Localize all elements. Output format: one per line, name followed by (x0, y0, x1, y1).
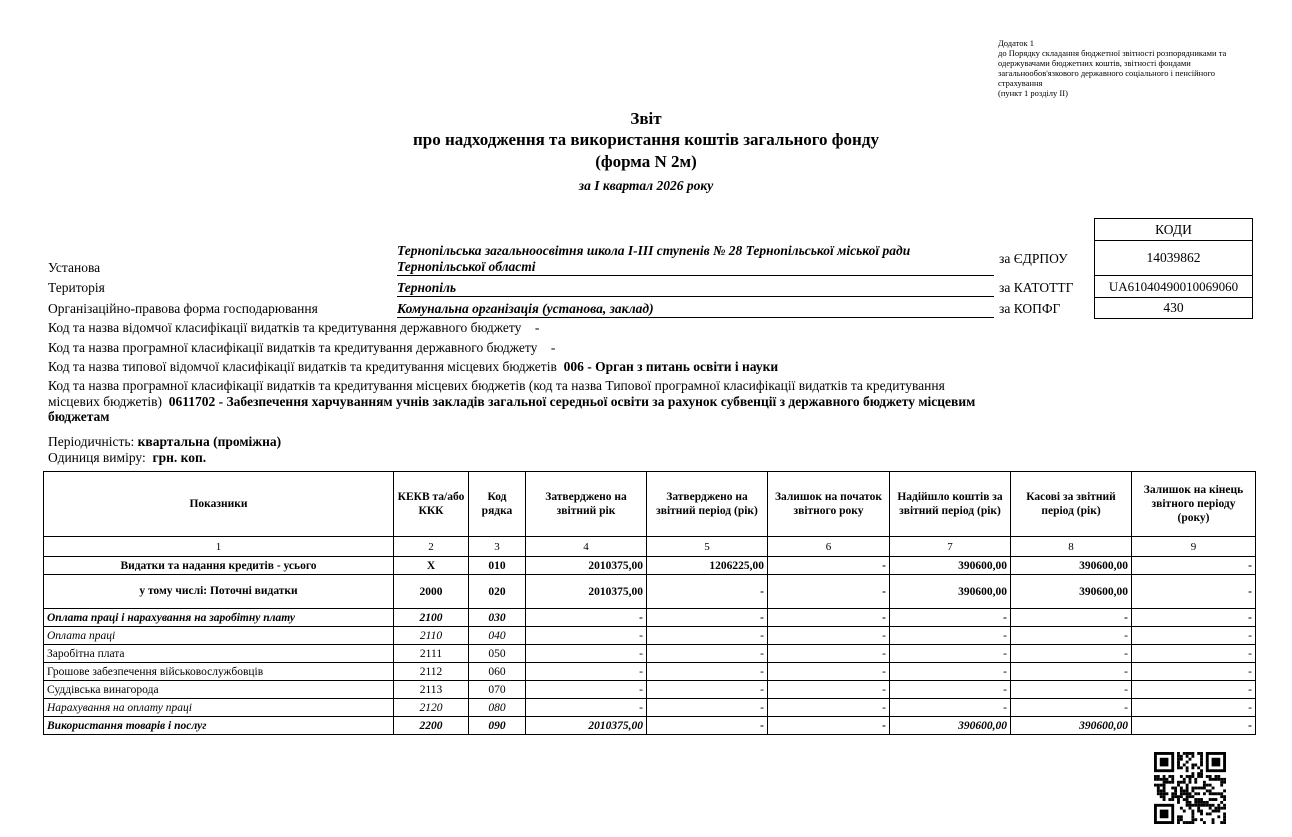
cell-c9: - (1132, 699, 1256, 717)
cell-c8: 390600,00 (1011, 575, 1132, 609)
header-cell: Касові за звітний період (рік) (1011, 472, 1132, 537)
row-name-cell: Суддівська винагорода (44, 681, 394, 699)
cell-c8: 390600,00 (1011, 557, 1132, 575)
prog-local-value: 0611702 - Забезпечення харчуванням учнів закладів загальної середньої освіти за рахунок субвенції з державного бюджету місцевим бюджетам (48, 393, 976, 424)
cell-c9: - (1132, 627, 1256, 645)
table-row (44, 557, 1256, 575)
dept-state-row (48, 320, 539, 336)
kopfg-code: 430 (1094, 297, 1253, 319)
cell-c9: - (1132, 717, 1256, 735)
territory-value: Тернопіль (397, 279, 994, 297)
dept-state-value: - (534, 320, 540, 335)
report-table (43, 471, 1256, 735)
cell-code: 060 (469, 663, 526, 681)
cell-c5: 1206225,00 (647, 557, 768, 575)
table-number-row (44, 537, 1256, 557)
report-form: (форма N 2м) (595, 152, 697, 171)
unit-value: грн. коп. (152, 450, 207, 465)
cell-c8: - (1011, 627, 1132, 645)
prog-local-row (48, 378, 998, 425)
cell-c6: - (768, 557, 890, 575)
cell-c4: - (526, 645, 647, 663)
cell-kekv: 2000 (394, 575, 469, 609)
number-cell: 4 (526, 537, 647, 557)
row-name-cell: Видатки та надання кредитів - усього (44, 557, 394, 575)
header-cell: Залишок на кінець звітного періоду (року) (1132, 472, 1256, 537)
cell-kekv: 2110 (394, 627, 469, 645)
cell-code: 070 (469, 681, 526, 699)
typical-dept-row (48, 359, 778, 375)
header-cell: Код рядка (469, 472, 526, 537)
cell-c8: - (1011, 663, 1132, 681)
cell-c4: 2010375,00 (526, 717, 647, 735)
number-cell: 8 (1011, 537, 1132, 557)
cell-code: 090 (469, 717, 526, 735)
cell-c6: - (768, 609, 890, 627)
header-cell: Показники (44, 472, 394, 537)
cell-code: 040 (469, 627, 526, 645)
katottg-label: за КАТОТТГ (999, 280, 1074, 295)
edrpou-label: за ЄДРПОУ (999, 251, 1068, 266)
table-row (44, 699, 1256, 717)
row-name-cell: Заробітна плата (44, 645, 394, 663)
cell-c7: - (890, 663, 1011, 681)
cell-c6: - (768, 663, 890, 681)
table-body (44, 557, 1256, 735)
cell-c9: - (1132, 557, 1256, 575)
dept-state-label: Код та назва відомчої класифікації видатків та кредитування державного бюджету (48, 320, 522, 335)
cell-c5: - (647, 627, 768, 645)
cell-c7: - (890, 699, 1011, 717)
cell-kekv: 2200 (394, 717, 469, 735)
number-cell: 1 (44, 537, 394, 557)
cell-c4: - (526, 609, 647, 627)
cell-c9: - (1132, 609, 1256, 627)
number-cell: 7 (890, 537, 1011, 557)
prog-state-label: Код та назва програмної класифікації видатків та кредитування державного бюджету (48, 340, 538, 355)
header-cell: Затверджено на звітний рік (526, 472, 647, 537)
number-cell: 3 (469, 537, 526, 557)
number-cell: 6 (768, 537, 890, 557)
header-cell: КЕКВ та/або ККК (394, 472, 469, 537)
table-header-row (44, 472, 1256, 537)
edrpou-code: 14039862 (1094, 240, 1253, 276)
cell-code: 050 (469, 645, 526, 663)
cell-c5: - (647, 681, 768, 699)
cell-c6: - (768, 627, 890, 645)
row-name-cell: Оплата праці (44, 627, 394, 645)
prog-state-value: - (550, 340, 556, 355)
cell-code: 030 (469, 609, 526, 627)
row-name-cell: Нарахування на оплату праці (44, 699, 394, 717)
table-row (44, 645, 1256, 663)
table-row (44, 663, 1256, 681)
territory-label: Територія (48, 280, 105, 295)
cell-c8: - (1011, 609, 1132, 627)
cell-c9: - (1132, 575, 1256, 609)
cell-code: 020 (469, 575, 526, 609)
cell-c5: - (647, 645, 768, 663)
cell-c7: 390600,00 (890, 717, 1011, 735)
codes-header: КОДИ (1094, 218, 1253, 241)
row-name-cell: Грошове забезпечення військовослужбовців (44, 663, 394, 681)
cell-c6: - (768, 575, 890, 609)
cell-c6: - (768, 717, 890, 735)
number-cell: 2 (394, 537, 469, 557)
cell-c7: - (890, 681, 1011, 699)
cell-c8: - (1011, 699, 1132, 717)
number-cell: 9 (1132, 537, 1256, 557)
table-row (44, 575, 1256, 609)
row-name-cell: у тому числі: Поточні видатки (44, 575, 394, 609)
kopfg-label: за КОПФГ (999, 301, 1061, 316)
report-title: Звіт (630, 109, 662, 128)
typical-dept-value: 006 - Орган з питань освіти і науки (563, 359, 779, 374)
katottg-code: UA61040490010069060 (1094, 275, 1253, 298)
table-row (44, 717, 1256, 735)
cell-c9: - (1132, 663, 1256, 681)
row-name-cell: Оплата праці і нарахування на заробітну плату (44, 609, 394, 627)
prog-state-row (48, 340, 555, 356)
cell-kekv: 2120 (394, 699, 469, 717)
appendix-line-2: до Порядку складання бюджетної звітності розпорядниками та одержувачами бюджетних коштів, звітності фондами загальнообов'язкового державного соціального і пенсійного страхування (998, 48, 1227, 88)
cell-kekv: X (394, 557, 469, 575)
appendix-line-1: Додаток 1 (998, 38, 1035, 48)
cell-kekv: 2111 (394, 645, 469, 663)
cell-c7: 390600,00 (890, 557, 1011, 575)
header-cell: Надійшло коштів за звітний період (рік) (890, 472, 1011, 537)
cell-kekv: 2113 (394, 681, 469, 699)
cell-c5: - (647, 609, 768, 627)
cell-c5: - (647, 575, 768, 609)
cell-c6: - (768, 681, 890, 699)
cell-c4: 2010375,00 (526, 557, 647, 575)
cell-c5: - (647, 699, 768, 717)
cell-c4: - (526, 681, 647, 699)
cell-c5: - (647, 663, 768, 681)
cell-c9: - (1132, 681, 1256, 699)
header-cell: Залишок на початок звітного року (768, 472, 890, 537)
periodicity-row (48, 434, 281, 450)
number-cell: 5 (647, 537, 768, 557)
periodicity-value: квартальна (проміжна) (137, 434, 282, 449)
cell-c4: 2010375,00 (526, 575, 647, 609)
cell-c8: 390600,00 (1011, 717, 1132, 735)
cell-c4: - (526, 699, 647, 717)
table-row (44, 609, 1256, 627)
prog-local-label: Код та назва програмної класифікації видатків та кредитування місцевих бюджетів (код та назва Типової програмної класифікації видатків та кредитування місцевих бюджетів) (48, 378, 945, 409)
report-subtitle: про надходження та використання коштів загального фонду (413, 130, 879, 149)
cell-kekv: 2112 (394, 663, 469, 681)
institution-label: Установа (48, 260, 101, 275)
org-form-label: Організаційно-правова форма господарювання (48, 301, 318, 316)
institution-value: Тернопільська загальноосвітня школа I-III ступенів № 28 Тернопільської міської ради Тернопільської області (397, 243, 994, 276)
cell-kekv: 2100 (394, 609, 469, 627)
cell-c7: - (890, 627, 1011, 645)
appendix-note (998, 38, 1248, 98)
row-name-cell: Використання товарів і послуг (44, 717, 394, 735)
periodicity-label: Періодичність: (48, 434, 135, 449)
report-period: за І квартал 2026 року (578, 178, 714, 193)
cell-c4: - (526, 627, 647, 645)
unit-row (48, 450, 206, 466)
cell-c8: - (1011, 681, 1132, 699)
cell-c4: - (526, 663, 647, 681)
header-cell: Затверджено на звітний період (рік) (647, 472, 768, 537)
cell-c8: - (1011, 645, 1132, 663)
table-row (44, 681, 1256, 699)
typical-dept-label: Код та назва типової відомчої класифікації видатків та кредитування місцевих бюджетів (48, 359, 557, 374)
cell-code: 010 (469, 557, 526, 575)
appendix-line-3: (пункт 1 розділу II) (998, 88, 1068, 98)
cell-c9: - (1132, 645, 1256, 663)
cell-c7: 390600,00 (890, 575, 1011, 609)
unit-label: Одиниця виміру: (48, 450, 146, 465)
cell-c6: - (768, 699, 890, 717)
table-row (44, 627, 1256, 645)
qr-code-icon (1154, 752, 1226, 824)
cell-c7: - (890, 645, 1011, 663)
cell-c6: - (768, 645, 890, 663)
cell-c7: - (890, 609, 1011, 627)
org-form-value: Комунальна організація (установа, заклад) (397, 300, 994, 318)
cell-c5: - (647, 717, 768, 735)
cell-code: 080 (469, 699, 526, 717)
